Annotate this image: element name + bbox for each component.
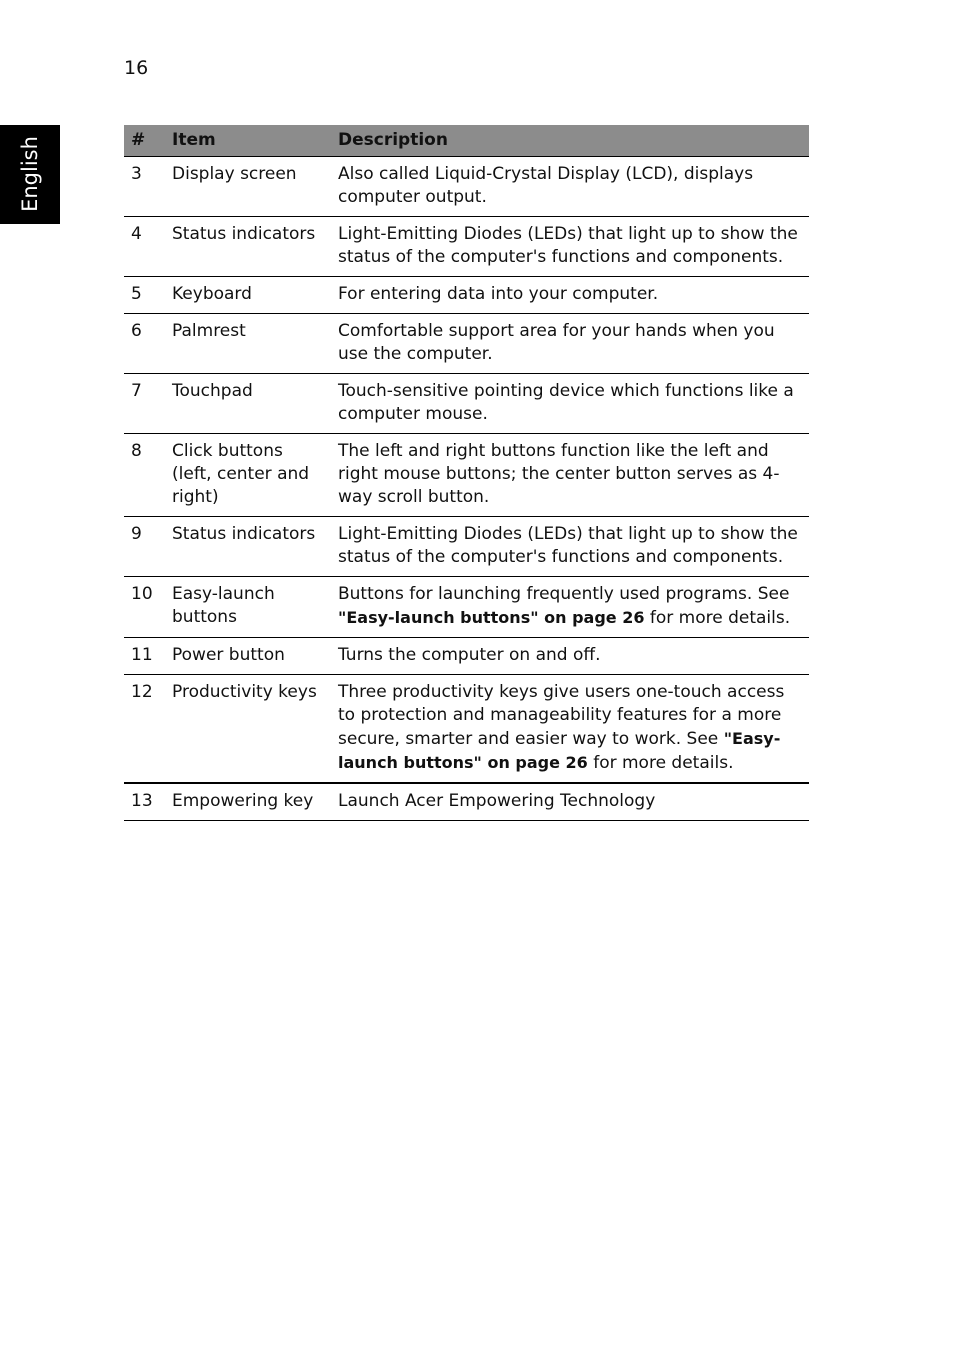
row-description: Launch Acer Empowering Technology [331,783,809,821]
table-row [124,783,809,821]
header-number: # [124,125,165,157]
description-text: Buttons for launching frequently used programs. See [338,584,790,604]
description-text: for more details. [593,753,734,773]
table-row [124,314,809,374]
row-number: 8 [124,434,165,517]
cross-reference-link[interactable]: "Easy-launch buttons" on page 26 [338,608,645,627]
row-description: For entering data into your computer. [331,277,809,314]
description-text: for more details. [649,608,791,628]
language-tab-label: English [18,136,42,212]
table-header-row [124,125,809,157]
items-table [124,125,809,821]
row-number: 5 [124,277,165,314]
table-row [124,675,809,784]
row-item: Productivity keys [165,675,331,784]
row-number: 4 [124,217,165,277]
row-item: Touchpad [165,374,331,434]
table-row [124,157,809,217]
row-item: Click buttons (left, center and right) [165,434,331,517]
row-number: 7 [124,374,165,434]
row-description: Comfortable support area for your hands when you use the computer. [331,314,809,374]
row-description: Light-Emitting Diodes (LEDs) that light up to show the status of the computer's functions and components. [331,517,809,577]
row-item: Display screen [165,157,331,217]
row-number: 13 [124,783,165,821]
row-item: Status indicators [165,217,331,277]
row-description [331,577,809,638]
row-number: 6 [124,314,165,374]
table-row [124,434,809,517]
row-description: Light-Emitting Diodes (LEDs) that light up to show the status of the computer's functions and components. [331,217,809,277]
table-row [124,517,809,577]
row-item: Empowering key [165,783,331,821]
header-description: Description [331,125,809,157]
cross-reference-link[interactable]: "Easy-launch buttons" on page 26 [338,729,781,772]
language-tab [0,125,60,224]
row-number: 3 [124,157,165,217]
row-description: Touch-sensitive pointing device which functions like a computer mouse. [331,374,809,434]
row-description: Turns the computer on and off. [331,638,809,675]
table-row [124,577,809,638]
row-number: 11 [124,638,165,675]
row-number: 10 [124,577,165,638]
table-row [124,374,809,434]
row-item: Keyboard [165,277,331,314]
table-row [124,277,809,314]
row-number: 9 [124,517,165,577]
row-description [331,675,809,784]
page-number: 16 [124,57,149,79]
row-item: Palmrest [165,314,331,374]
table-row [124,638,809,675]
header-item: Item [165,125,331,157]
row-item: Easy-launch buttons [165,577,331,638]
row-number: 12 [124,675,165,784]
row-description: Also called Liquid-Crystal Display (LCD), displays computer output. [331,157,809,217]
row-description: The left and right buttons function like the left and right mouse buttons; the center button serves as 4-way scroll button. [331,434,809,517]
description-text: Three productivity keys give users one-touch access to protection and manageability features for a more secure, smarter and easier way to work. See [338,682,785,749]
row-item: Status indicators [165,517,331,577]
row-item: Power button [165,638,331,675]
table-row [124,217,809,277]
